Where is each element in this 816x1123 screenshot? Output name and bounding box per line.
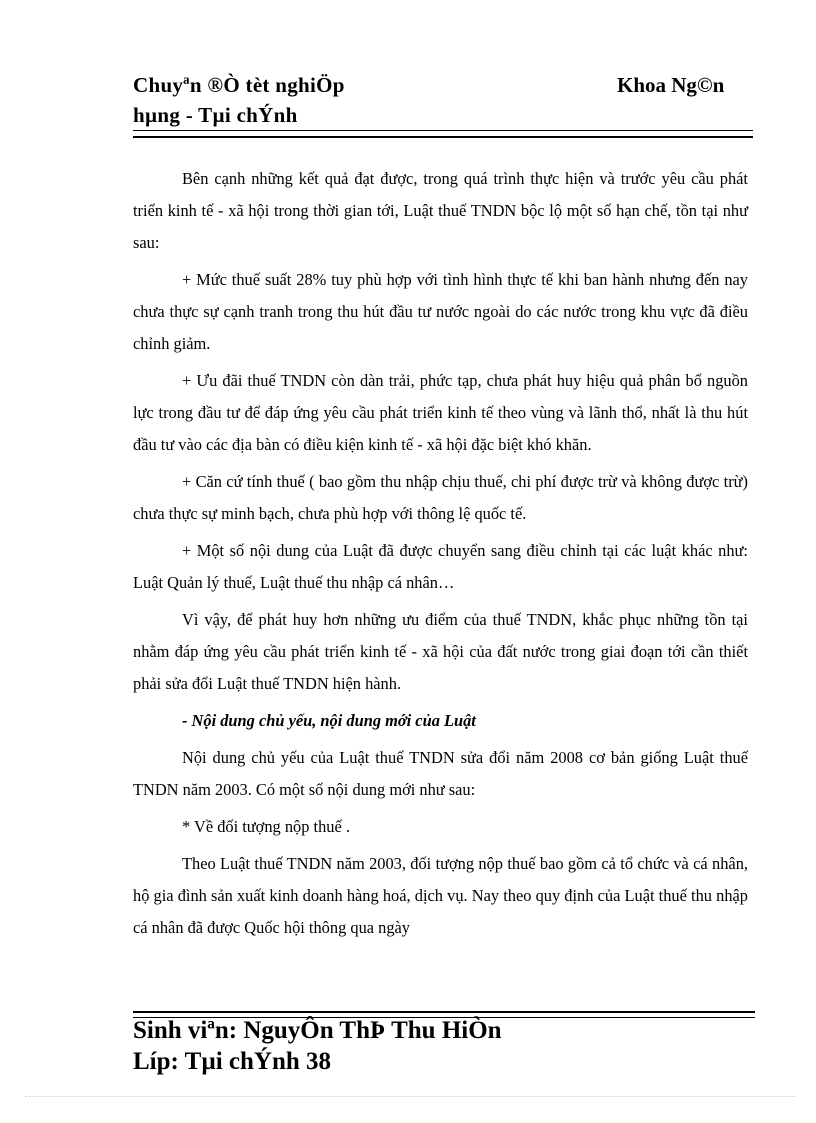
paragraph-tax-rate: + Mức thuế suất 28% tuy phù hợp với tình hình thực tế khi ban hành nhưng đến nay chưa thực sự cạnh tranh trong thu hút đầu tư nước ngoài do các nước trong khu vực đã điều chỉnh giảm. <box>133 270 748 353</box>
footer-class: Líp: Tµi chÝnh 38 <box>133 1048 332 1075</box>
document-body <box>133 163 748 949</box>
paragraph-conclusion: Vì vậy, để phát huy hơn những ưu điểm của thuế TNDN, khắc phục những tồn tại nhằm đáp ứng yêu cầu phát triển kinh tế - xã hội của đất nước trong giai đoạn tới cần thiết phải sửa đổi Luật thuế TNDN hiện hành. <box>133 610 748 693</box>
paragraph-tax-basis: + Căn cứ tính thuế ( bao gồm thu nhập chịu thuế, chi phí được trừ và không được trừ) chưa thực sự minh bạch, chưa phù hợp với thông lệ quốc tế. <box>133 472 748 523</box>
paragraph-limitations-intro: Bên cạnh những kết quả đạt được, trong quá trình thực hiện và trước yêu cầu phát triển kinh tế - xã hội trong thời gian tới, Luật thuế TNDN bộc lộ một số hạn chế, tồn tại như sau: <box>133 169 748 252</box>
header-divider <box>133 130 753 138</box>
paragraph-incentives: + Ưu đãi thuế TNDN còn dàn trải, phức tạp, chưa phát huy hiệu quả phân bổ nguồn lực trong đầu tư để đáp ứng yêu cầu phát triển kinh tế theo vùng và lãnh thổ, nhất là thu hút đầu tư vào các địa bàn có điều kiện kinh tế - xã hội đặc biệt khó khăn. <box>133 371 748 454</box>
page-header <box>133 70 753 130</box>
footer-student-name: Sinh viªn: NguyÔn ThÞ Thu HiÒn <box>133 1017 502 1044</box>
paragraph-taxpayer-subtitle: * Về đối tượng nộp thuế . <box>182 817 350 836</box>
header-title-line-2: hµng - Tµi chÝnh <box>133 103 298 127</box>
paragraph-taxpayer-detail: Theo Luật thuế TNDN năm 2003, đối tượng nộp thuế bao gồm cả tổ chức và cá nhân, hộ gia đình sản xuất kinh doanh hàng hoá, dịch vụ. Nay theo quy định của Luật thuế thu nhập cá nhân đã được Quốc hội thông qua ngày <box>133 854 748 937</box>
header-title-line-1: Chuyªn ®Ò tèt nghiÖp <box>133 73 345 97</box>
page-footer <box>133 1015 502 1077</box>
header-department: Khoa Ng©n <box>617 73 725 97</box>
paragraph-main-content: Nội dung chủ yếu của Luật thuế TNDN sửa đổi năm 2008 cơ bản giống Luật thuế TNDN năm 2003. Có một số nội dung mới như sau: <box>133 748 748 799</box>
section-heading: - Nội dung chủ yếu, nội dung mới của Luật <box>182 711 476 730</box>
page-bottom-dotted-line <box>25 1096 795 1097</box>
paragraph-other-laws: + Một số nội dung của Luật đã được chuyển sang điều chỉnh tại các luật khác như: Luật Quản lý thuế, Luật thuế thu nhập cá nhân… <box>133 541 748 592</box>
